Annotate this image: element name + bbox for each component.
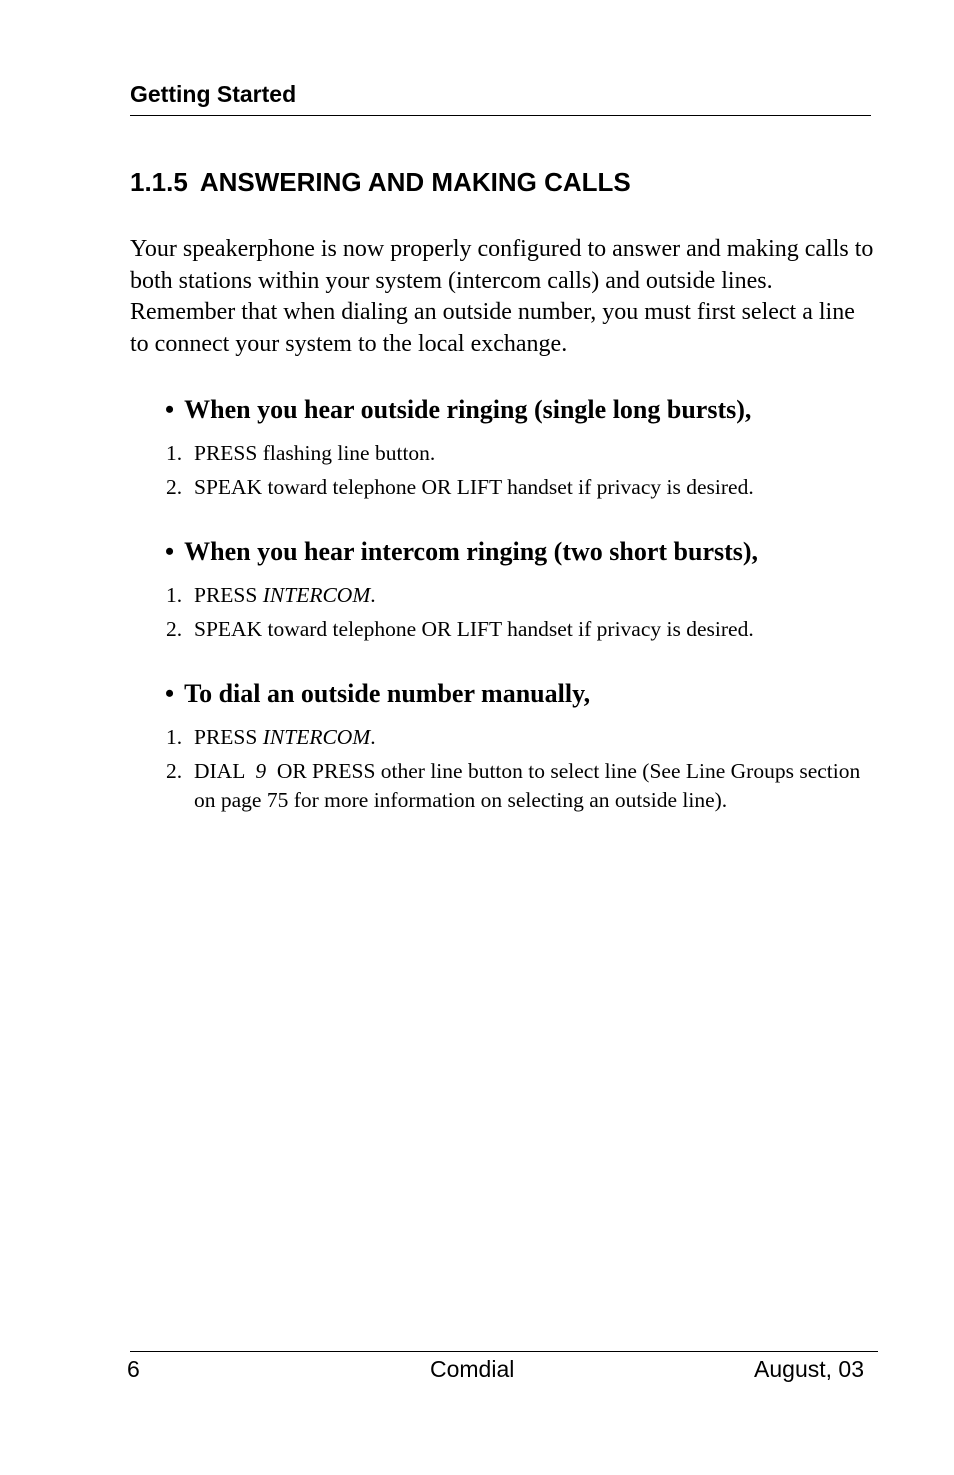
bullet-heading-dial-outside xyxy=(165,678,590,710)
section-title: ANSWERING AND MAKING CALLS xyxy=(199,167,631,197)
step-number: 1. xyxy=(166,725,183,749)
bullet-heading-text: When you hear intercom ringing (two short bursts), xyxy=(184,537,759,566)
step-item xyxy=(166,615,871,644)
step-text-prefix: PRESS xyxy=(194,725,263,749)
section-heading xyxy=(130,166,631,198)
dial-digit-label: 9 xyxy=(255,759,267,783)
bullet-heading-text: When you hear outside ringing (single long bursts), xyxy=(184,395,752,424)
footer-date: August, 03 xyxy=(754,1356,864,1382)
step-number: 2. xyxy=(166,475,183,499)
bullet-icon: • xyxy=(165,679,175,708)
step-text xyxy=(194,757,871,815)
step-number: 2. xyxy=(166,759,183,783)
step-item xyxy=(166,581,871,610)
intercom-key-label: INTERCOM xyxy=(262,725,371,749)
bullet-heading-outside-ringing xyxy=(165,394,751,426)
intercom-key-label: INTERCOM xyxy=(262,583,371,607)
footer-divider xyxy=(130,1351,878,1352)
step-item xyxy=(166,757,871,815)
footer-company: Comdial xyxy=(430,1356,515,1382)
step-text: PRESS flashing line button. xyxy=(194,441,436,465)
bullet-heading-text: To dial an outside number manually, xyxy=(184,679,591,708)
step-number: 2. xyxy=(166,617,183,641)
step-item xyxy=(166,723,871,752)
step-text: SPEAK toward telephone OR LIFT handset if privacy is desired. xyxy=(194,475,754,499)
header-divider xyxy=(130,115,871,116)
step-text xyxy=(194,723,871,752)
step-number: 1. xyxy=(166,441,183,465)
bullet-icon: • xyxy=(165,395,175,424)
section-number: 1.1.5 xyxy=(130,167,188,197)
step-text-suffix: . xyxy=(370,725,376,749)
step-text: SPEAK toward telephone OR LIFT handset if privacy is desired. xyxy=(194,617,754,641)
step-text-prefix: PRESS xyxy=(194,583,263,607)
step-text-prefix: DIAL xyxy=(194,759,256,783)
step-text xyxy=(194,581,871,610)
bullet-heading-intercom-ringing xyxy=(165,536,758,568)
step-number: 1. xyxy=(166,583,183,607)
bullet-icon: • xyxy=(165,537,175,566)
step-text-suffix: . xyxy=(370,583,376,607)
page-number: 6 xyxy=(127,1356,140,1382)
step-item xyxy=(166,473,871,502)
step-text-suffix: OR PRESS other line button to select line (See Line Groups section on page 75 for more information on selecting an outside line). xyxy=(194,759,866,812)
running-header: Getting Started xyxy=(130,81,297,107)
step-item xyxy=(166,439,871,468)
intro-paragraph: Your speakerphone is now properly configured to answer and making calls to both stations within your system (intercom calls) and outside lines. Remember that when dialing an outside number, you must first select a line to connect your system to the local exchange. xyxy=(130,236,874,357)
